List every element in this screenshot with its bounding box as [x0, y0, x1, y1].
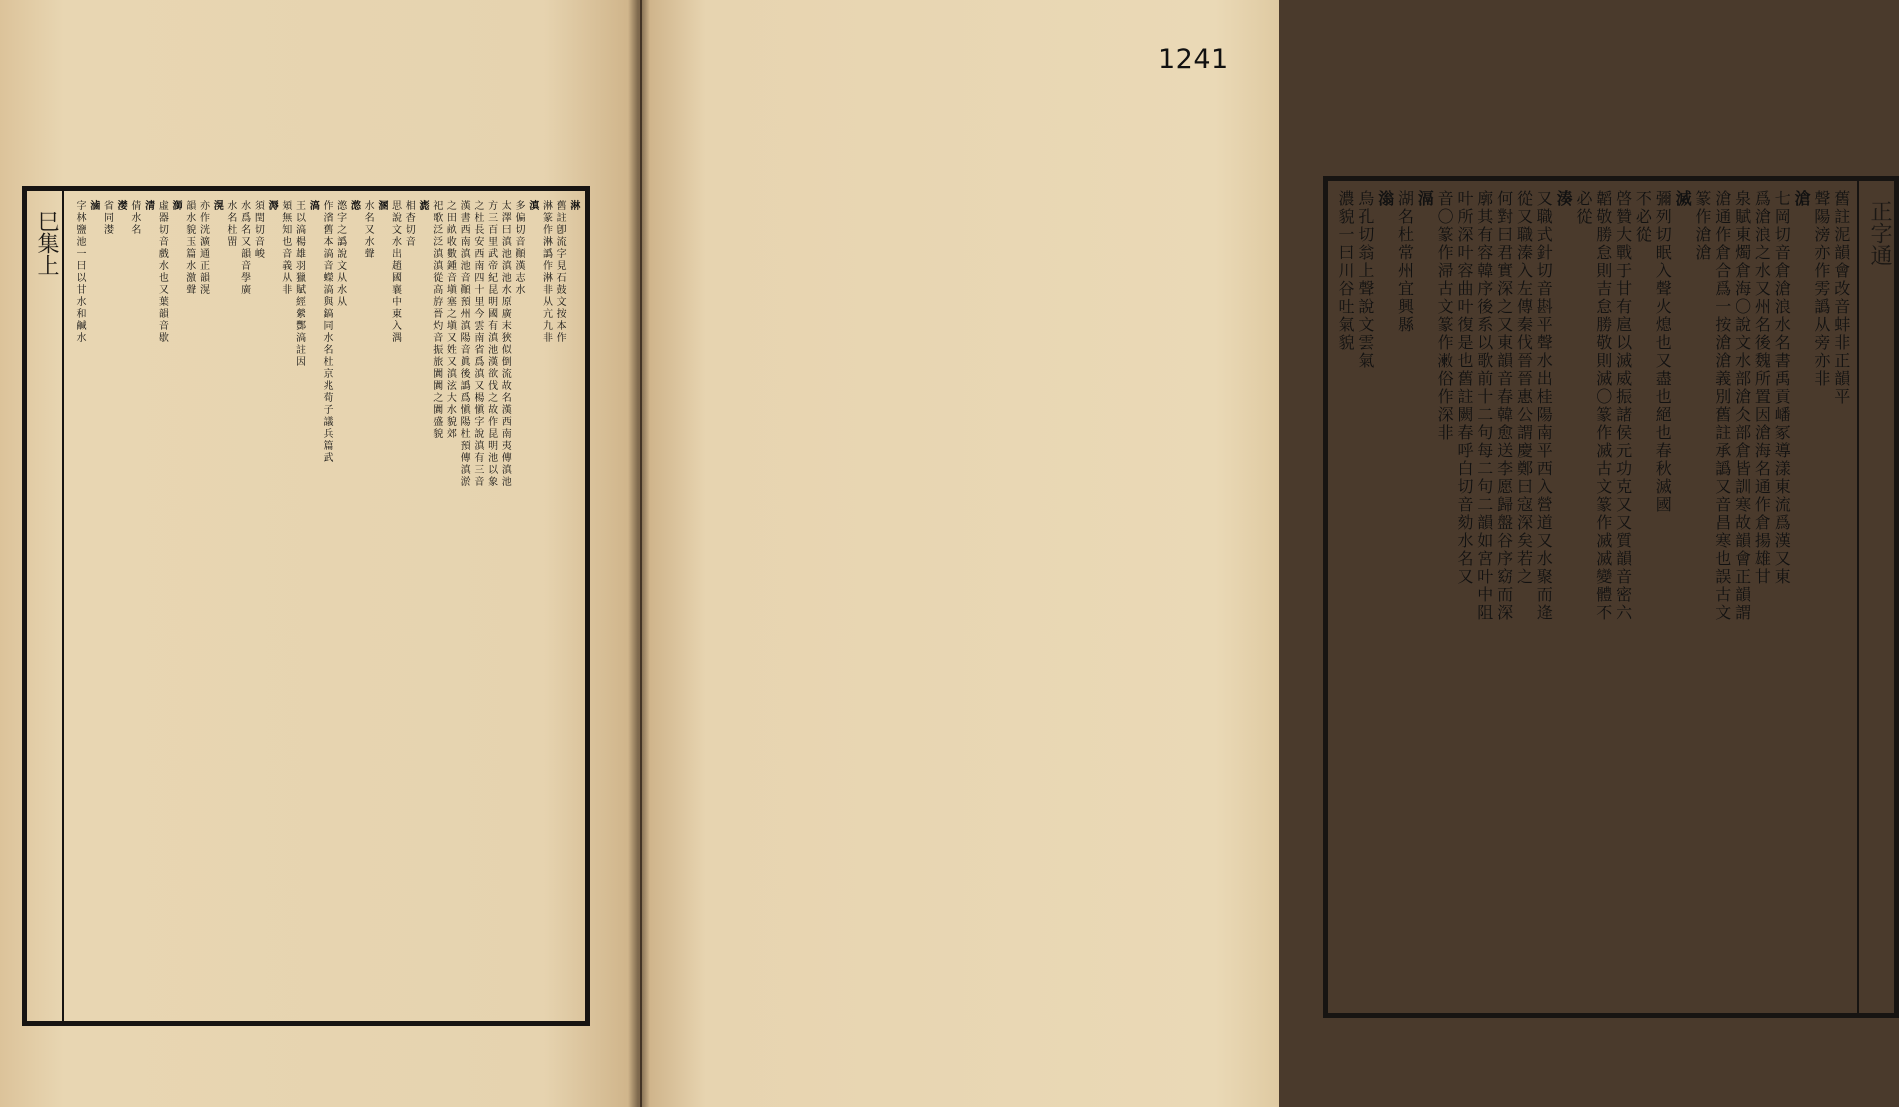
headword-character: 滅 — [1673, 190, 1693, 208]
text-column: 從又職溱入左傳秦伐晉晉惠公謂慶鄭曰寇深矣若之 — [1514, 190, 1534, 586]
headword-character: 滉 — [211, 200, 223, 212]
text-column: 泉賦東燭倉海〇說文水部滄仌部倉皆訓寒故韻會正韻謂 — [1732, 190, 1752, 622]
text-column: 濃貌一曰川谷吐氣貌 — [1336, 190, 1355, 352]
right-page — [642, 0, 1892, 1107]
text-column: 水名杜㽞 — [224, 200, 236, 248]
left-text-frame — [22, 186, 590, 1026]
text-column: 頍無知也音義从非 — [279, 200, 291, 296]
headword-character: 滮 — [416, 200, 428, 212]
text-column: 多偏切音顚漢志水 — [513, 200, 524, 296]
headword-character: 溮 — [170, 200, 182, 212]
text-column: 舊註卽流字見石鼓文按本作 — [554, 200, 566, 344]
text-column: 韻水貌玉篇水激聲 — [183, 200, 195, 296]
text-column: 啓贊大戰于甘有扈以滅威振諸侯元功克又又質韻音密六 — [1613, 190, 1633, 622]
text-column: 彌列切眠入聲火熄也又盡也絕也春秋滅國 — [1653, 190, 1673, 514]
text-column: 湖名杜常州宜興縣 — [1395, 190, 1415, 334]
text-column: 相杳切音 — [403, 200, 415, 248]
text-column: 祀歌泛泛滇滇從高斿晉灼音振旅闐闐之闐盛貌 — [430, 200, 442, 440]
right-margin-label: 正字通 — [1857, 180, 1895, 1014]
right-text-columns — [1335, 190, 1849, 1004]
headword-character: 清 — [142, 200, 154, 212]
right-text-frame — [1323, 176, 1899, 1018]
headword-character: 滆 — [1415, 190, 1435, 208]
text-column: 王以滈楊雄羽獵賦經縈酆滈註因 — [293, 200, 305, 368]
text-column: 虛器切音戲水也又葉韻音歇 — [156, 200, 168, 344]
text-column: 須閏切音峻 — [252, 200, 264, 260]
text-column: 叶所深叶容曲叶復是也舊註闕春呼白切音劾水名又 — [1454, 190, 1474, 586]
headword-character: 滇 — [526, 200, 538, 212]
text-column: 太澤曰滇池滇池水原廣末狹似倒流故名漢西南夷傳滇池 — [499, 200, 511, 488]
text-column: 作渻舊本滈音蠑滈與鎬同水名杜京兆荀子議兵篇武 — [320, 200, 332, 464]
text-column: 倩水名 — [128, 200, 140, 236]
text-column: 聲陽滂亦作雱譌从旁亦非 — [1811, 190, 1831, 388]
text-column: 亦作洸瀇通正韻滉 — [197, 200, 209, 296]
headword-character: 漤 — [115, 200, 127, 212]
text-column: 爲滄浪之水又州名後魏所置因滄海名通作倉揚雄甘 — [1752, 190, 1772, 586]
text-column: 七岡切音倉滄浪水名書禹貢嶓冢導漾東流爲漢又東 — [1772, 190, 1792, 586]
text-column: 之田畝收數鍾音塡塞之塡又姓又滇泫大水貌郊 — [444, 200, 456, 440]
headword-character: 滺 — [348, 200, 360, 212]
text-column: 漢書西南滇池音顚預州滇陽音眞後譌爲愼陽杜預傳滇淤 — [458, 200, 470, 488]
text-column: 舊註泥韻會改音蚌非正韻平 — [1831, 190, 1851, 406]
page-number: 1241 — [1158, 44, 1229, 75]
book-gutter — [628, 0, 650, 1107]
text-column: 不必從 — [1633, 190, 1653, 244]
left-page — [0, 0, 640, 1107]
text-column: 滺字之譌說文从水从 — [334, 200, 346, 308]
text-column: 水名又水聲 — [362, 200, 374, 260]
text-column: 字林鹽池一曰以甘水和鹹水 — [74, 200, 85, 344]
headword-character: 溽 — [266, 200, 278, 212]
text-column: 之杜長安西南四十里今雲南省爲滇又楊愼字說滇有三音 — [471, 200, 483, 488]
left-margin-label: 巳集上 — [26, 190, 64, 1022]
headword-character: 滈 — [307, 200, 319, 212]
headword-character: 滄 — [1792, 190, 1812, 208]
text-column: 韜敬勝怠則吉怠勝敬則滅〇篆作㓕古文篆作㓕㓕變體不 — [1593, 190, 1613, 622]
text-column: 廓其有容韓序後系以歌前十二句每二句二韻如宮叶中阻 — [1474, 190, 1494, 622]
text-column: 烏孔切翁上聲說文雲氣 — [1355, 190, 1375, 370]
text-column: 思說文水出趙國襄中東入湡 — [389, 200, 401, 344]
headword-character: 溷 — [375, 200, 387, 212]
text-column: 又職式針切音斟平聲水出桂陽南平西入營道又水聚而逄 — [1534, 190, 1554, 622]
text-column: 淋篆作淋譌作淋非从亢九非 — [540, 200, 552, 344]
text-column: 何對曰君實深之又東韻音春韓愈送李愿歸盤谷序窈而深 — [1494, 190, 1514, 622]
headword-character: 湊 — [1554, 190, 1574, 208]
text-column: 省同漤 — [101, 200, 113, 236]
text-column: 必從 — [1573, 190, 1593, 226]
headword-character: 淋 — [567, 200, 579, 212]
text-column: 水爲名又韻音學廣 — [238, 200, 250, 296]
headword-character: 滷 — [87, 200, 99, 212]
text-column: 滄通作倉合爲一按滄滄義別舊註承譌又音昌寒也誤古文 — [1712, 190, 1732, 622]
text-column: 篆作滄滄 — [1692, 190, 1712, 262]
left-text-columns — [72, 200, 578, 1012]
text-column: 方三百里武帝紀昆明國有滇池漢欲伐之故作昆明池以象 — [485, 200, 497, 488]
headword-character: 滃 — [1375, 190, 1395, 208]
text-column: 音〇篆作㴆古文篆作𣿊俗作深非 — [1435, 190, 1455, 442]
